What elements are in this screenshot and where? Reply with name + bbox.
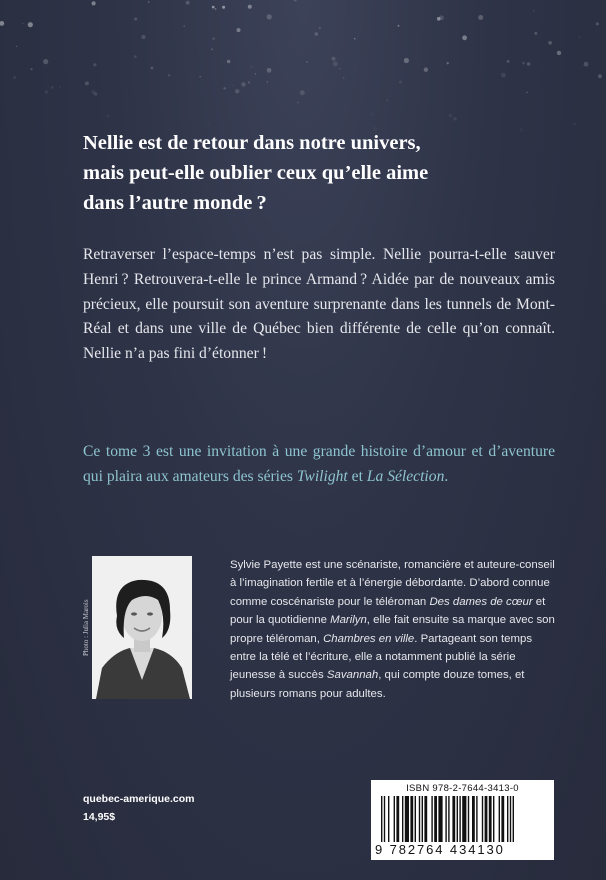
headline-line-2: mais peut-elle oublier ceux qu’elle aime bbox=[83, 162, 429, 184]
barcode-digits: 9 782764 434130 bbox=[375, 842, 505, 857]
headline-line-1: Nellie est de retour dans notre univers, bbox=[83, 132, 421, 154]
bio-title-3: Chambres en ville bbox=[323, 632, 415, 645]
publisher-website: quebec-amerique.com bbox=[83, 793, 195, 805]
bio-title-4: Savannah bbox=[326, 669, 379, 682]
photo-credit: Photo : Julia Marois bbox=[82, 599, 90, 656]
author-bio bbox=[230, 556, 560, 703]
barcode-icon bbox=[381, 796, 546, 842]
author-photo bbox=[92, 556, 192, 699]
invitation-text: Ce tome 3 est une invitation à une grande histoire d’amour et d’aventure qui plaira aux amateurs des séries bbox=[83, 443, 555, 485]
invitation-paragraph bbox=[83, 440, 555, 490]
bio-title-2: Marilyn bbox=[330, 614, 367, 627]
starfield-decoration bbox=[0, 0, 606, 140]
series-title-selection: La Sélection bbox=[366, 467, 445, 485]
invitation-conjunction: et bbox=[351, 467, 363, 485]
isbn-label: ISBN 978-2-7644-3413-0 bbox=[406, 783, 519, 794]
author-portrait-image bbox=[92, 556, 192, 699]
bio-part-1: Sylvie Payette est une scénariste, romancière et auteure-conseil à l’imagination fertile et à l’énergie débordante. D’abord connue comme coscénariste pour le téléroman bbox=[230, 559, 555, 608]
bio-part-3: , elle fait ensuite sa marque avec son propre téléroman, bbox=[230, 614, 555, 645]
synopsis: Retraverser l’espace-temps n’est pas simple. Nellie pourra-t-elle sauver Henri ? Retrouvera-t-elle le prince Armand ? Aidée par de nouveaux amis précieux, elle poursuit son aventure surprenante dans les tunnels de Mont-Réal et dans une ville de Québec bien différente de celle qu’on connaît. Nellie n’a pas fini d’étonner ! bbox=[83, 246, 555, 363]
invitation-end: . bbox=[444, 467, 449, 485]
barcode-box bbox=[371, 780, 554, 860]
series-title-twilight: Twilight bbox=[296, 467, 348, 485]
headline-line-3: dans l’autre monde ? bbox=[83, 192, 267, 214]
bio-part-2: et pour la quotidienne bbox=[230, 595, 546, 627]
bio-part-5: , qui compte douze tomes, et plusieurs romans pour adultes. bbox=[230, 669, 525, 700]
bio-title-1: Des dames de cœur bbox=[429, 595, 533, 608]
price: 14,95$ bbox=[83, 811, 116, 823]
headline bbox=[83, 128, 553, 218]
bio-part-4: . Partageant son temps entre la télé et l’écriture, elle a notamment publié la série jeunesse à succès bbox=[230, 632, 533, 682]
